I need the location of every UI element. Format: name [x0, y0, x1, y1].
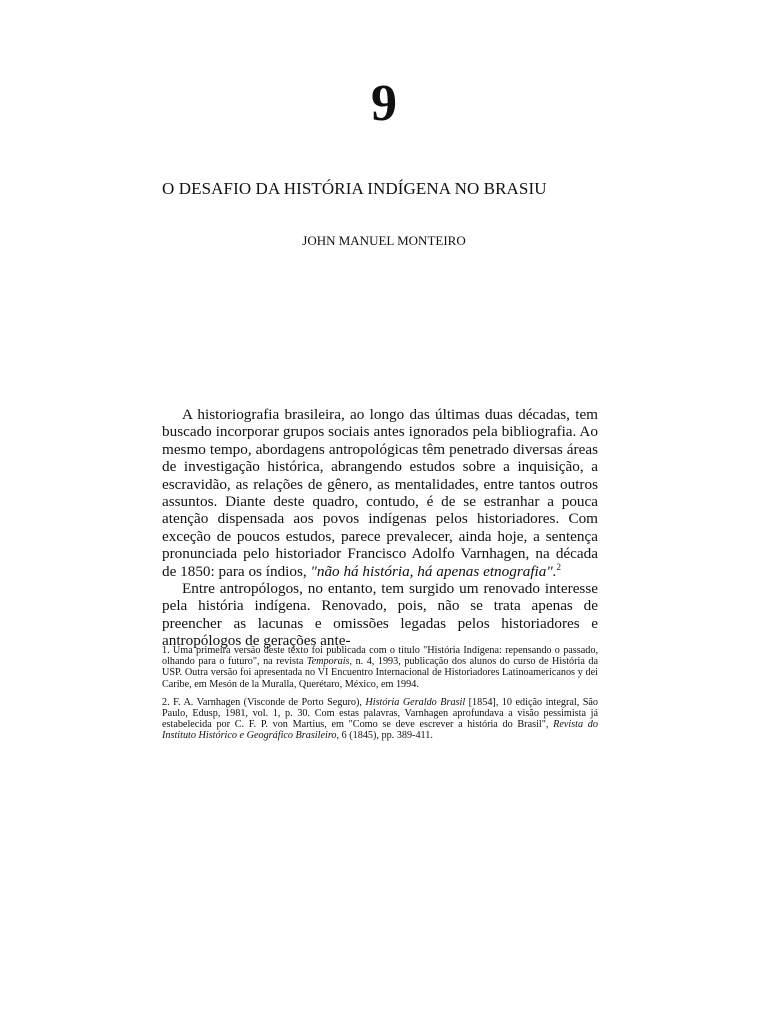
paragraph-1-text: A historiografia brasileira, ao longo das últimas duas décadas, tem buscado incorporar grupos sociais antes ignorados pela bibliografia. Ao mesmo tempo, abordagens antropológicas têm penetrado diversas áreas de investigação histórica, abrangendo estudos sobre a inquisição, a escravidão, as relações de gênero, as mentalidades, entre tantos outros assuntos. Diante deste quadro, contudo, é de se estranhar a pouca atenção dispensada aos povos indígenas pelos historiadores. Com exceção de poucos estudos, parece prevalecer, ainda hoje, a sentença pronunciada pelo historiador Francisco Adolfo Varnhagen, na década de 1850: para os índios,	[162, 406, 598, 580]
footnote-2-text-a: 2. F. A. Varnhagen (Visconde de Porto Seguro),	[162, 696, 366, 708]
body-text	[162, 406, 598, 650]
footnote-1	[162, 645, 598, 690]
footnotes	[162, 645, 598, 749]
footnote-2	[162, 697, 598, 742]
footnote-1-text-b: n. 4, 1993, publicação dos alunos do curso de História da USP. Outra versão foi apresentada no VI Encuentro Internacional de Historiadores Latinoamericanos y dei Caribe, em Mesón de la Muralla, Querétaro, México, em 1994.	[162, 656, 598, 690]
footnote-1-text-a: 1. Uma primeira versão deste texto foi publicada com o título "História Indígena: repensando o passado, olhando para o futuro", na revista	[162, 645, 598, 668]
footnote-1-journal: Temporais,	[306, 656, 353, 668]
footnote-2-text-c: 6 (1845), pp. 389-411.	[339, 730, 433, 742]
footnote-ref-2: 2	[556, 561, 562, 572]
chapter-title: O DESAFIO DA HISTÓRIA INDÍGENA NO BRASIU	[162, 179, 547, 198]
varnhagen-quote: "não há história, há apenas etnografia".	[310, 562, 557, 580]
footnote-2-journal: Revista do Instituto Histórico e Geográfico Brasileiro,	[162, 719, 598, 742]
footnote-2-book: História Geraldo Brasil	[365, 696, 466, 708]
chapter-author: JOHN MANUEL MONTEIRO	[302, 233, 466, 248]
chapter-number: 9	[371, 75, 397, 132]
paragraph-1	[162, 406, 598, 580]
footnote-2-text-b: [1854], 10 edição integral, São Paulo, Edusp, 1981, vol. 1, p. 30. Com estas palavras, Varnhagen aprofundava a visão pessimista já estabelecida por C. F. P. von Martius, em "Como se deve escrever a história do Brasil",	[162, 696, 599, 731]
paragraph-2: Entre antropólogos, no entanto, tem surgido um renovado interesse pela história indígena. Renovado, pois, não se trata apenas de preencher as lacunas e omissões legadas pelos historiadores e antropólogos de gerações ante-	[162, 580, 598, 650]
